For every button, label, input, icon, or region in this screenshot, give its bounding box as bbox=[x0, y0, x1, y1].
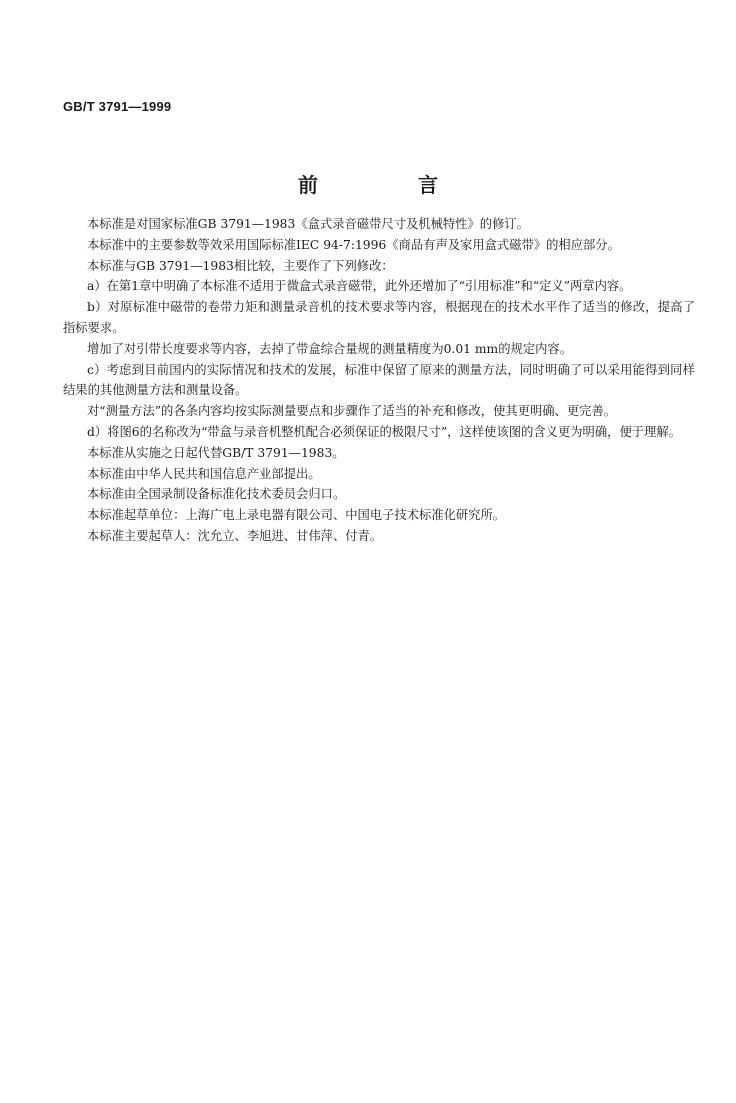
paragraph: 本标准从实施之日起代替GB/T 3791—1983。 bbox=[87, 445, 345, 460]
paragraph: 本标准起草单位：上海广电上录电器有限公司、中国电子技术标准化研究所。 bbox=[87, 508, 506, 523]
paragraph: 本标准主要起草人：沈允立、李旭进、甘伟萍、付青。 bbox=[87, 528, 383, 543]
paragraph: 本标准由中华人民共和国信息产业部提出。 bbox=[87, 466, 321, 481]
page-title: 前 言 bbox=[298, 173, 478, 197]
paragraph: c）考虑到目前国内的实际情况和技术的发展，标准中保留了原来的测量方法，同时明确了可以采用能得到同样结果的其他测量方法和测量设备。 bbox=[63, 362, 695, 398]
paragraph: d）将图6的名称改为“带盒与录音机整机配合必须保证的极限尺寸”，这样使该图的含义更为明确，便于理解。 bbox=[87, 424, 681, 439]
standard-code: GB/T 3791—1999 bbox=[63, 99, 172, 114]
paragraph: 本标准是对国家标准GB 3791—1983《盒式录音磁带尺寸及机械特性》的修订。 bbox=[87, 217, 529, 231]
paragraph: b）对原标准中磁带的卷带力矩和测量录音机的技术要求等内容，根据现在的技术水平作了适当的修改，提高了指标要求。 bbox=[63, 300, 695, 335]
paragraph: 对“测量方法”的各条内容均按实际测量要点和步骤作了适当的补充和修改，使其更明确、更完善。 bbox=[87, 404, 617, 419]
foreword-body bbox=[63, 214, 695, 547]
paragraph: 增加了对引带长度要求等内容，去掉了带盒综合量规的测量精度为0.01 mm的规定内容。 bbox=[87, 341, 573, 356]
paragraph: 本标准由全国录制设备标准化技术委员会归口。 bbox=[87, 487, 346, 502]
paragraph: 本标准与GB 3791—1983相比较，主要作了下列修改： bbox=[87, 258, 394, 273]
paragraph: a）在第1章中明确了本标准不适用于微盒式录音磁带，此外还增加了“引用标准”和“定义”两章内容。 bbox=[87, 279, 632, 294]
paragraph: 本标准中的主要参数等效采用国际标准IEC 94-7:1996《商品有声及家用盒式磁带》的相应部分。 bbox=[87, 237, 620, 252]
